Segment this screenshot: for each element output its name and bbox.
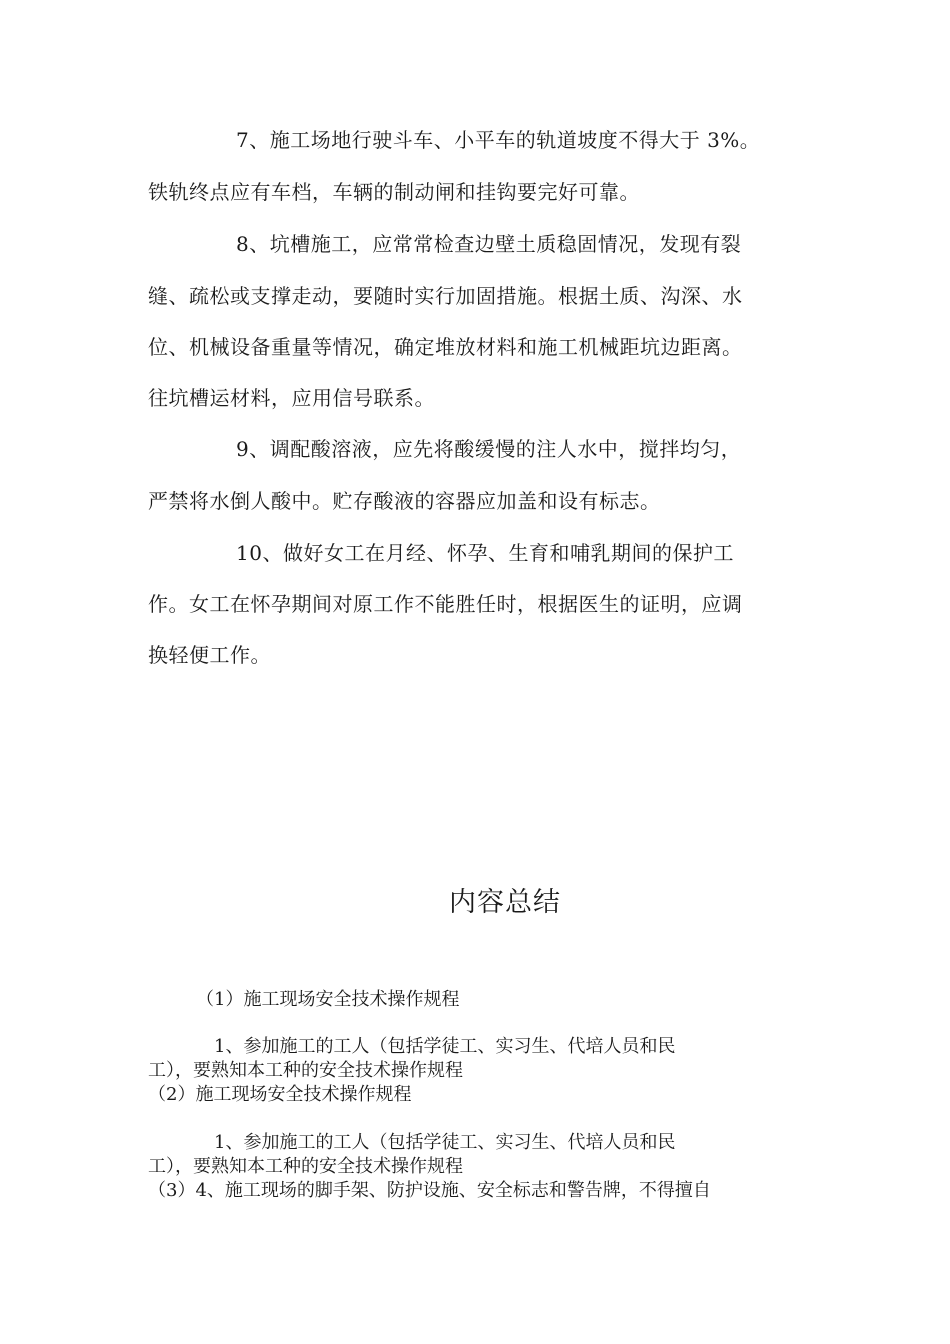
paragraph-7-line-2: 铁轨终点应有车档，车辆的制动闸和挂钩要完好可靠。 (148, 180, 640, 204)
paragraph-9-line-2: 严禁将水倒人酸中。贮存酸液的容器应加盖和设有标志。 (148, 489, 661, 513)
summary-item-3-line: （3）4、施工现场的脚手架、防护设施、安全标志和警告牌，不得擅自 (148, 1180, 711, 1201)
summary-item-1-line-1: 1、参加施工的工人（包括学徒工、实习生、代培人员和民 (214, 1036, 676, 1057)
paragraph-8-line-3: 位、机械设备重量等情况，确定堆放材料和施工机械距坑边距离。 (148, 335, 743, 359)
summary-item-1-line-2: 工），要熟知本工种的安全技术操作规程 (148, 1060, 463, 1081)
summary-title: 内容总结 (449, 887, 561, 918)
summary-item-2-line-2: 工），要熟知本工种的安全技术操作规程 (148, 1156, 463, 1177)
paragraph-10-line-1: 10、做好女工在月经、怀孕、生育和哺乳期间的保护工 (236, 541, 734, 565)
paragraph-10-line-3: 换轻便工作。 (148, 643, 271, 667)
paragraph-7-line-1: 7、施工场地行驶斗车、小平车的轨道坡度不得大于 3%。 (236, 128, 761, 152)
paragraph-8-line-4: 往坑槽运材料，应用信号联系。 (148, 386, 435, 410)
paragraph-8-line-2: 缝、疏松或支撑走动，要随时实行加固措施。根据土质、沟深、水 (148, 284, 743, 308)
paragraph-8-line-1: 8、坑槽施工，应常常检查边壁土质稳固情况，发现有裂 (236, 232, 742, 256)
paragraph-9-line-1: 9、调配酸溶液，应先将酸缓慢的注人水中，搅拌均匀， (236, 437, 742, 461)
summary-item-2-heading: （2）施工现场安全技术操作规程 (148, 1084, 412, 1105)
summary-item-1-heading: （1）施工现场安全技术操作规程 (196, 989, 460, 1010)
summary-item-2-line-1: 1、参加施工的工人（包括学徒工、实习生、代培人员和民 (214, 1132, 676, 1153)
paragraph-10-line-2: 作。女工在怀孕期间对原工作不能胜任时，根据医生的证明，应调 (148, 592, 743, 616)
